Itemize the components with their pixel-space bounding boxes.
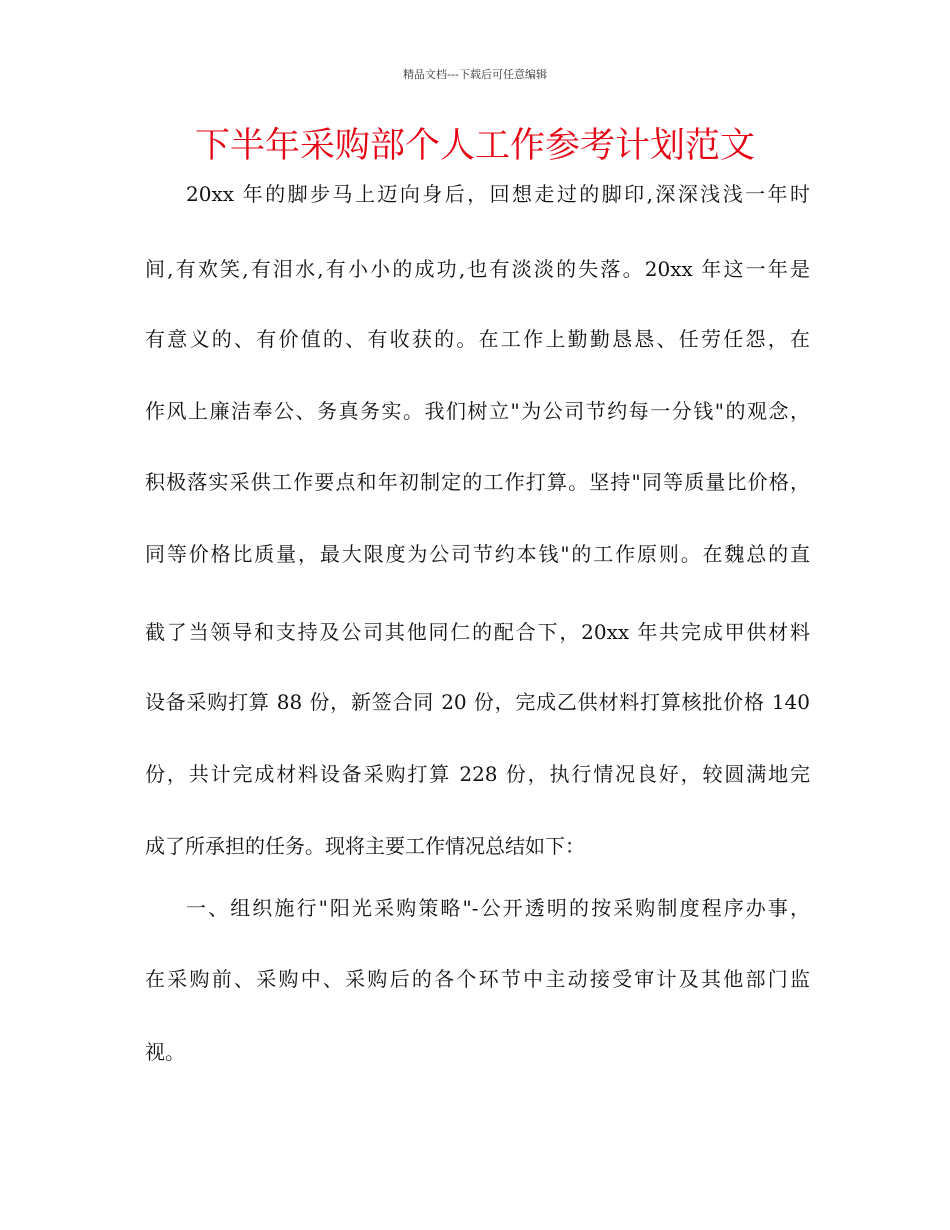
paragraph-line: 作风上廉洁奉公、务真务实。我们树立"为公司节约每一分钱"的观念，: [145, 399, 810, 423]
paragraph-line: 20xx 年的脚步马上迈向身后，回想走过的脚印,深深浅浅一年时: [186, 182, 810, 206]
paragraph-line: 同等价格比质量，最大限度为公司节约本钱"的工作原则。在魏总的直: [145, 542, 810, 566]
paragraph-line: 有意义的、有价值的、有收获的。在工作上勤勤恳恳、任劳任怨，在: [145, 327, 810, 351]
paragraph-line: 成了所承担的任务。现将主要工作情况总结如下：: [145, 834, 585, 858]
paragraph-line: 截了当领导和支持及公司其他同仁的配合下，20xx 年共完成甲供材料: [145, 620, 810, 644]
paragraph-line: 一、组织施行"阳光采购策略"-公开透明的按采购制度程序办事，: [186, 896, 810, 920]
paragraph-line: 设备采购打算 88 份，新签合同 20 份，完成乙供材料打算核批价格 140: [145, 690, 810, 714]
paragraph-line: 在采购前、采购中、采购后的各个环节中主动接受审计及其他部门监: [145, 967, 810, 991]
paragraph-line: 间,有欢笑,有泪水,有小小的成功,也有淡淡的失落。20xx 年这一年是: [145, 257, 810, 281]
paragraph-line: 份，共计完成材料设备采购打算 228 份，执行情况良好，较圆满地完: [145, 762, 810, 786]
paragraph-line: 视。: [145, 1040, 185, 1064]
header-note: 精品文档---下载后可任意编辑: [403, 68, 547, 81]
document-title: 下半年采购部个人工作参考计划范文: [194, 126, 755, 166]
paragraph-line: 积极落实采供工作要点和年初制定的工作打算。坚持"同等质量比价格，: [145, 470, 810, 494]
